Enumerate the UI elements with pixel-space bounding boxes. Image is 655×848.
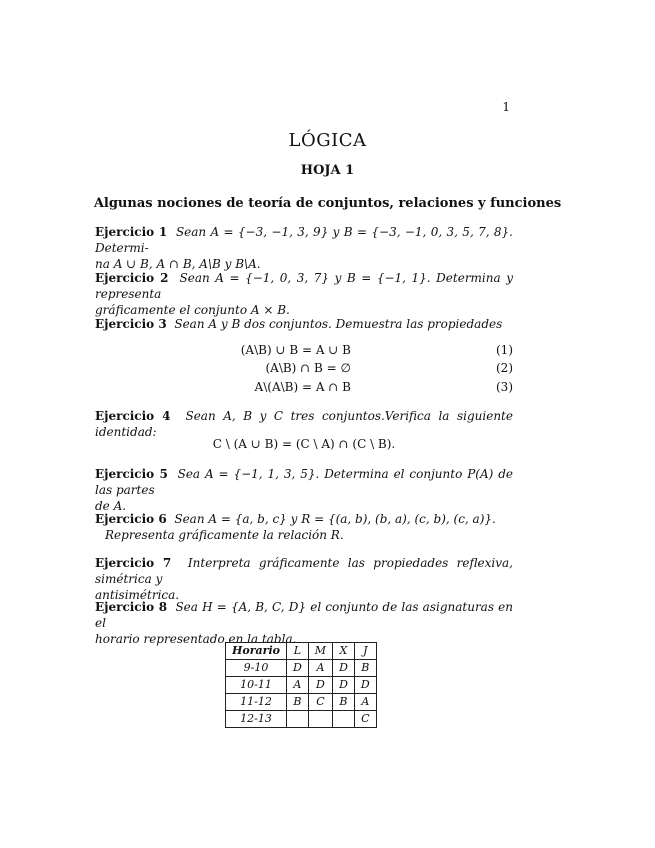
equation-text: (A\B) ∩ B = ∅ (265, 361, 351, 375)
table-cell: 9-10 (226, 660, 287, 677)
exercise-6 (95, 511, 513, 543)
table-cell: A (354, 694, 376, 711)
table-cell: D (354, 677, 376, 694)
exercise-label: Ejercicio 6 (95, 512, 167, 526)
schedule-table (225, 642, 377, 728)
equation-3 (95, 380, 513, 396)
exercise-text: Sean A = {a, b, c} y R = {(a, b), (b, a), (c, b), (c, a)}. (174, 512, 496, 526)
table-cell: B (286, 694, 308, 711)
table-cell: A (286, 677, 308, 694)
exercise-2 (95, 270, 513, 318)
table-cell: D (308, 677, 332, 694)
equation-text: A\(A\B) = A ∩ B (254, 380, 351, 394)
exercise-label: Ejercicio 4 (95, 409, 171, 423)
table-cell: D (286, 660, 308, 677)
identity-formula: C \ (A ∪ B) = (C \ A) ∩ (C \ B). (212, 437, 396, 451)
exercise-text: Sean A y B dos conjuntos. Demuestra las propiedades (174, 317, 503, 331)
exercise-label: Ejercicio 5 (95, 467, 168, 481)
page-title: LÓGICA (288, 130, 367, 151)
exercise-label: Ejercicio 1 (95, 225, 168, 239)
table-cell: B (333, 694, 355, 711)
exercise-text: Representa gráficamente la relación R. (105, 528, 344, 542)
equation-number: (1) (496, 343, 513, 357)
exercise-text: Sea H = {A, B, C, D} el conjunto de las asignaturas en el (95, 600, 513, 630)
table-cell: B (354, 660, 376, 677)
table-cell: D (333, 660, 355, 677)
exercise-label: Ejercicio 3 (95, 317, 167, 331)
table-cell: 11-12 (226, 694, 287, 711)
exercise-label: Ejercicio 7 (95, 556, 172, 570)
table-cell: D (333, 677, 355, 694)
table-cell: C (354, 711, 376, 728)
table-row (226, 660, 377, 677)
table-cell (286, 711, 308, 728)
table-cell: A (308, 660, 332, 677)
table-row (226, 694, 377, 711)
table-header-cell: X (333, 643, 355, 660)
equation-number: (2) (496, 361, 513, 375)
exercise-text: na A ∪ B, A ∩ B, A\B y B\A. (95, 257, 261, 271)
equation-1 (95, 343, 513, 359)
table-header-cell: J (354, 643, 376, 660)
table-cell (333, 711, 355, 728)
exercise-text: Sean A = {−1, 0, 3, 7} y B = {−1, 1}. Determina y representa (95, 271, 513, 301)
equation-number: (3) (496, 380, 513, 394)
table-cell (308, 711, 332, 728)
exercise-text: Sea A = {−1, 1, 3, 5}. Determina el conjunto P(A) de las partes (95, 467, 513, 497)
table-header-cell: L (286, 643, 308, 660)
table-cell: 10-11 (226, 677, 287, 694)
page-subtitle: HOJA 1 (300, 163, 355, 178)
section-heading: Algunas nociones de teoría de conjuntos, relaciones y funciones (93, 196, 562, 211)
table-cell: 12-13 (226, 711, 287, 728)
exercise-text: antisimétrica. (95, 588, 180, 602)
table-cell: C (308, 694, 332, 711)
exercise-text: Sean A, B y C tres conjuntos.Verifica la siguiente identidad: (95, 409, 513, 439)
page-number: 1 (502, 100, 510, 114)
exercise-text: Sean A = {−3, −1, 3, 9} y B = {−3, −1, 0, 3, 5, 7, 8}. Determi- (95, 225, 513, 255)
exercise-label: Ejercicio 8 (95, 600, 168, 614)
exercise-text: horario representado en la tabla. (95, 632, 297, 646)
exercise-4 (95, 408, 513, 440)
table-header-row (226, 643, 377, 660)
exercise-5 (95, 466, 513, 514)
table-header-cell: M (308, 643, 332, 660)
exercise-text: de A. (95, 499, 127, 513)
exercise-8 (95, 599, 513, 647)
exercise-3 (95, 316, 513, 332)
exercise-7 (95, 555, 513, 603)
table-row (226, 677, 377, 694)
table-header-cell: Horario (226, 643, 287, 660)
equation-text: (A\B) ∪ B = A ∪ B (240, 343, 351, 357)
exercise-text: Interpreta gráficamente las propiedades reflexiva, simétrica y (95, 556, 513, 586)
table-row (226, 711, 377, 728)
equation-2 (95, 361, 513, 377)
exercise-text: gráficamente el conjunto A × B. (95, 303, 290, 317)
exercise-label: Ejercicio 2 (95, 271, 169, 285)
exercise-1 (95, 224, 513, 272)
